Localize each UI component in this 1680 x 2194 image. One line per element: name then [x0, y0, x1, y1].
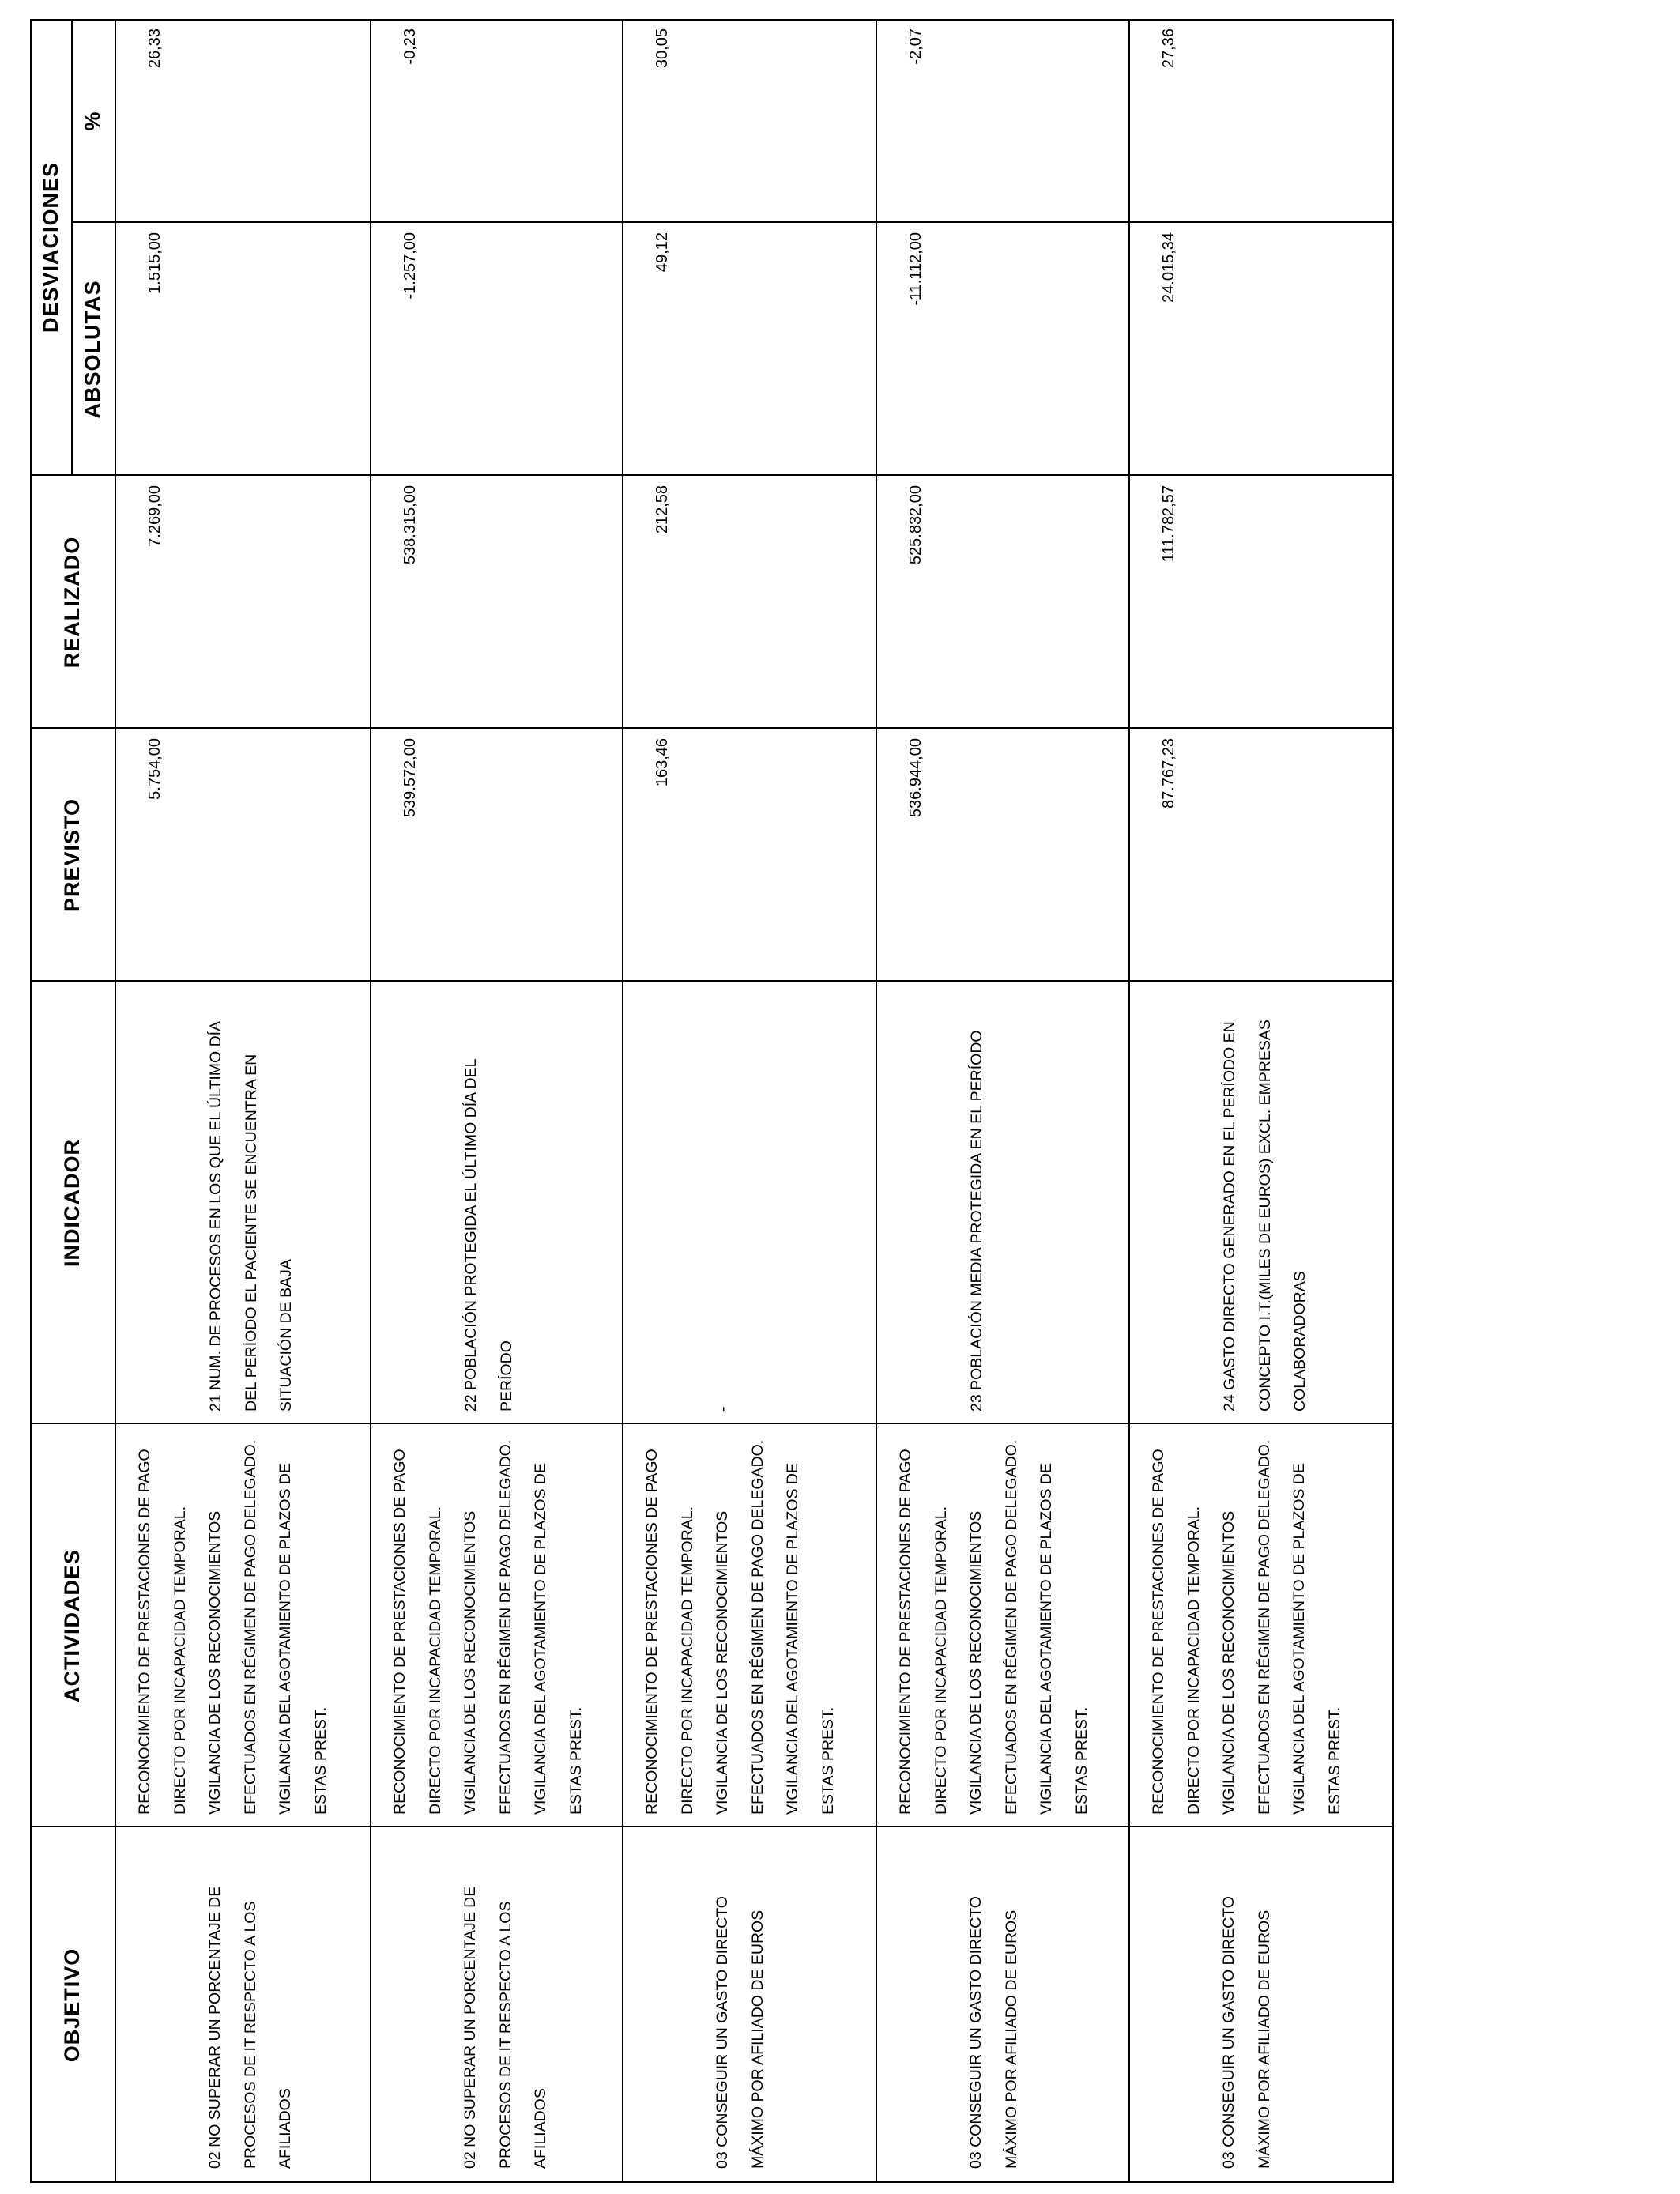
grid-line [876, 19, 877, 1827]
header-desviaciones: DESVIACIONES [38, 161, 62, 334]
indicador-cell: - [714, 1406, 732, 1412]
realizado-value: 525.832,00 [907, 485, 925, 565]
header-actividades: ACTIVIDADES [60, 1549, 84, 1703]
rotated-page [30, 19, 1394, 2183]
objetivo-cell: 02 NO SUPERAR UN PORCENTAJE DE PROCESOS DE IT RESPECTO A LOS AFILIADOS [461, 1886, 549, 2169]
actividades-cell: RECONOCIMIENTO DE PRESTACIONES DE PAGO DIRECTO POR INCAPACIDAD TEMPORAL. VIGILANCIA DE LOS RECONOCIMIENTOS EFECTUADOS EN RÉGIMEN DE PAGO DELEGADO. VIGILANCIA DEL AGOTAMIENTO DE PLAZOS DE ESTAS PREST. [1150, 1439, 1343, 1815]
previsto-value: 87.767,23 [1160, 738, 1177, 809]
realizado-value: 538.315,00 [401, 485, 419, 565]
grid-line [30, 2181, 1394, 2183]
header-indicador: INDICADOR [60, 1139, 84, 1267]
grid-line [30, 727, 1394, 729]
previsto-value: 536.944,00 [907, 738, 925, 818]
pct-value: -0,23 [401, 28, 419, 65]
indicador-cell: 24 GASTO DIRECTO GENERADO EN EL PERÍODO EN CONCEPTO I.T.(MILES DE EUROS) EXCL. EMPRESAS COLABORADORAS [1221, 1020, 1309, 1412]
grid-line [30, 1826, 1394, 1827]
header-pct: % [81, 111, 104, 131]
realizado-value: 111.782,57 [1160, 485, 1177, 563]
grid-line [622, 19, 623, 1827]
actividades-cell: RECONOCIMIENTO DE PRESTACIONES DE PAGO DIRECTO POR INCAPACIDAD TEMPORAL. VIGILANCIA DE LOS RECONOCIMIENTOS EFECTUADOS EN RÉGIMEN DE PAGO DELEGADO. VIGILANCIA DEL AGOTAMIENTO DE PLAZOS DE ESTAS PREST. [136, 1439, 330, 1815]
pct-value: 26,33 [146, 28, 164, 69]
indicador-cell: 21 NUM. DE PROCESOS EN LOS QUE EL ÚLTIMO DÍA DEL PERÍODO EL PACIENTE SE ENCUENTRA EN SITUACIÓN DE BAJA [207, 1021, 295, 1412]
previsto-value: 5.754,00 [146, 738, 164, 800]
grid-line [30, 19, 1394, 21]
grid-line [370, 19, 371, 1827]
pct-value: 30,05 [654, 28, 671, 69]
grid-line [1392, 19, 1394, 2183]
grid-line [30, 474, 1394, 476]
objetivo-cell: 03 CONSEGUIR UN GASTO DIRECTO MÁXIMO POR AFILIADO DE EUROS [1220, 1896, 1273, 2169]
grid-line [115, 19, 116, 2183]
actividades-cell: RECONOCIMIENTO DE PRESTACIONES DE PAGO DIRECTO POR INCAPACIDAD TEMPORAL. VIGILANCIA DE LOS RECONOCIMIENTOS EFECTUADOS EN RÉGIMEN DE PAGO DELEGADO. VIGILANCIA DEL AGOTAMIENTO DE PLAZOS DE ESTAS PREST. [643, 1439, 837, 1815]
previsto-value: 163,46 [654, 738, 671, 787]
pct-value: -2,07 [907, 28, 925, 65]
absolutas-value: -11.112,00 [907, 232, 925, 306]
absolutas-value: 49,12 [654, 232, 671, 273]
grid-line [370, 1827, 371, 2183]
absolutas-value: -1.257,00 [401, 232, 419, 300]
indicador-cell: 22 POBLACIÓN PROTEGIDA EL ÚLTIMO DÍA DEL PERÍODO [462, 1059, 515, 1412]
absolutas-value: 24.015,34 [1160, 232, 1177, 303]
header-realizado: REALIZADO [60, 536, 84, 669]
objetivo-cell: 03 CONSEGUIR UN GASTO DIRECTO MÁXIMO POR AFILIADO DE EUROS [967, 1896, 1020, 2169]
actividades-cell: RECONOCIMIENTO DE PRESTACIONES DE PAGO DIRECTO POR INCAPACIDAD TEMPORAL. VIGILANCIA DE LOS RECONOCIMIENTOS EFECTUADOS EN RÉGIMEN DE PAGO DELEGADO. VIGILANCIA DEL AGOTAMIENTO DE PLAZOS DE ESTAS PREST. [897, 1439, 1090, 1815]
header-absolutas: ABSOLUTAS [81, 280, 104, 419]
grid-line [30, 980, 1394, 982]
actividades-cell: RECONOCIMIENTO DE PRESTACIONES DE PAGO DIRECTO POR INCAPACIDAD TEMPORAL. VIGILANCIA DE LOS RECONOCIMIENTOS EFECTUADOS EN RÉGIMEN DE PAGO DELEGADO. VIGILANCIA DEL AGOTAMIENTO DE PLAZOS DE ESTAS PREST. [391, 1439, 585, 1815]
realizado-value: 7.269,00 [146, 485, 164, 547]
realizado-value: 212,58 [654, 485, 671, 534]
indicador-cell: 23 POBLACIÓN MEDIA PROTEGIDA EN EL PERÍODO [968, 1030, 985, 1412]
grid-line [622, 1827, 623, 2183]
grid-line [1128, 19, 1130, 1827]
absolutas-value: 1.515,00 [146, 232, 164, 294]
grid-line [1128, 1827, 1130, 2183]
grid-line [71, 221, 1394, 223]
grid-line [876, 1827, 877, 2183]
header-previsto: PREVISTO [60, 797, 84, 913]
previsto-value: 539.572,00 [401, 738, 419, 818]
pct-value: 27,36 [1160, 28, 1177, 69]
header-objetivo: OBJETIVO [60, 1947, 84, 2063]
objetivo-cell: 03 CONSEGUIR UN GASTO DIRECTO MÁXIMO POR AFILIADO DE EUROS [714, 1896, 767, 2169]
grid-line [30, 1423, 1394, 1424]
objetivo-cell: 02 NO SUPERAR UN PORCENTAJE DE PROCESOS DE IT RESPECTO A LOS AFILIADOS [206, 1886, 294, 2169]
